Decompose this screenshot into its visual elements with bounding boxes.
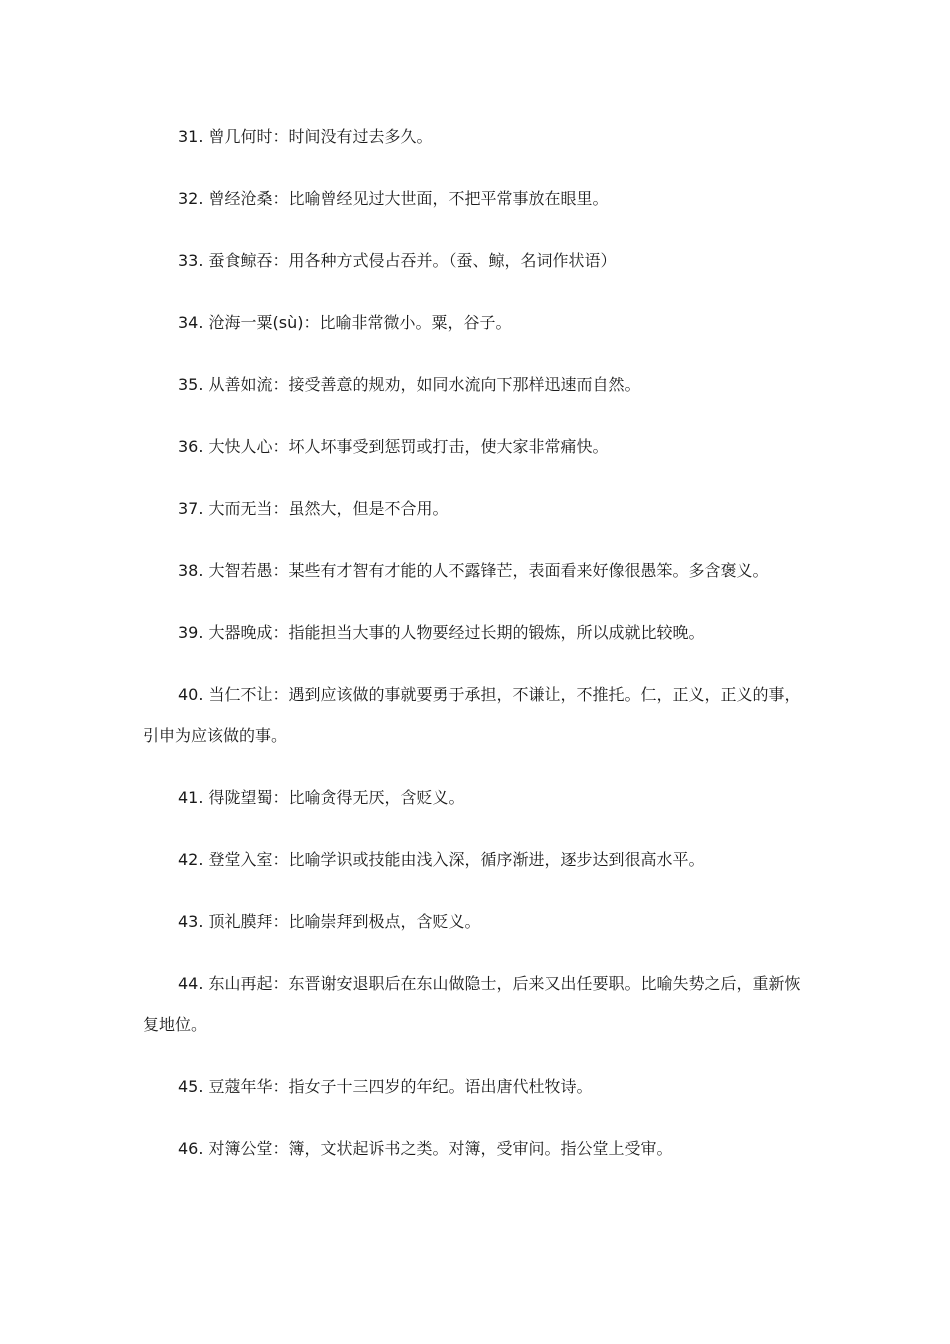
idiom-entry-34: 34. 沧海一粟(sù)：比喻非常微小。粟，谷子。 <box>178 313 512 332</box>
idiom-entry-45: 45. 豆蔻年华：指女子十三四岁的年纪。语出唐代杜牧诗。 <box>178 1077 593 1096</box>
idiom-entry-31: 31. 曾几何时：时间没有过去多久。 <box>178 127 433 146</box>
idiom-entry-43: 43. 顶礼膜拜：比喻崇拜到极点，含贬义。 <box>178 912 481 931</box>
idiom-entry-33: 33. 蚕食鲸吞：用各种方式侵占吞并。（蚕、鲸，名词作状语） <box>178 251 617 270</box>
idiom-entry-36: 36. 大快人心：坏人坏事受到惩罚或打击，使大家非常痛快。 <box>178 437 609 456</box>
idiom-entry-42: 42. 登堂入室：比喻学识或技能由浅入深，循序渐进，逐步达到很高水平。 <box>178 850 705 869</box>
idiom-list <box>143 116 803 1190</box>
idiom-entry-37: 37. 大而无当：虽然大，但是不合用。 <box>178 499 449 518</box>
idiom-entry-40: 40. 当仁不让：遇到应该做的事就要勇于承担，不谦让，不推托。仁，正义，正义的事，引申为应该做的事。 <box>143 685 801 745</box>
idiom-entry-39: 39. 大器晚成：指能担当大事的人物要经过长期的锻炼，所以成就比较晚。 <box>178 623 705 642</box>
idiom-entry-38: 38. 大智若愚：某些有才智有才能的人不露锋芒，表面看来好像很愚笨。多含褒义。 <box>178 561 769 580</box>
idiom-entry-32: 32. 曾经沧桑：比喻曾经见过大世面，不把平常事放在眼里。 <box>178 189 609 208</box>
idiom-entry-44: 44. 东山再起：东晋谢安退职后在东山做隐士，后来又出任要职。比喻失势之后，重新恢复地位。 <box>143 974 801 1034</box>
idiom-entry-46: 46. 对簿公堂：簿，文状起诉书之类。对簿，受审问。指公堂上受审。 <box>178 1139 673 1158</box>
idiom-entry-35: 35. 从善如流：接受善意的规劝，如同水流向下那样迅速而自然。 <box>178 375 641 394</box>
idiom-entry-41: 41. 得陇望蜀：比喻贪得无厌，含贬义。 <box>178 788 465 807</box>
